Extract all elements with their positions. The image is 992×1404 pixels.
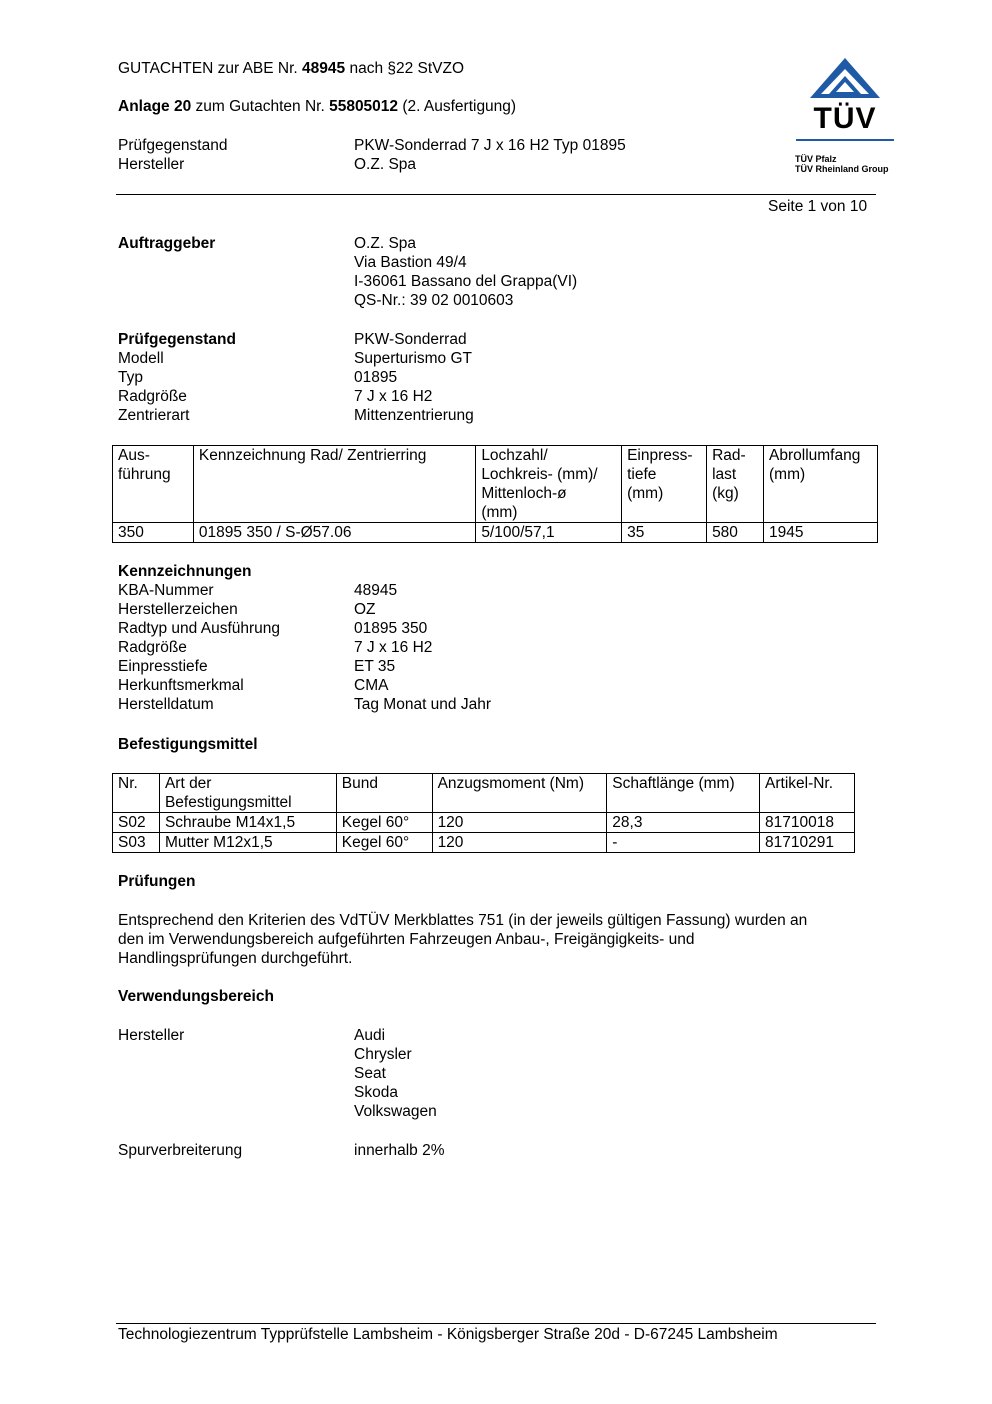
bef-cell-anzugsmoment: 120 xyxy=(432,833,607,853)
rad-cell-einpresstiefe: 35 xyxy=(622,523,707,543)
gutachten-number: 55805012 xyxy=(329,98,399,115)
header-line-2-suffix: (2. Ausfertigung) xyxy=(398,98,517,115)
modell-value: Superturismo GT xyxy=(354,350,473,367)
pruefgegenstand-value: PKW-Sonderrad xyxy=(354,331,467,348)
rad-header-text: Mittenloch-ø xyxy=(481,485,567,502)
rad-table xyxy=(112,445,878,543)
bef-cell-bund: Kegel 60° xyxy=(336,833,432,853)
footer-divider xyxy=(116,1323,876,1324)
header-divider xyxy=(116,194,876,195)
bef-cell-art: Schraube M14x1,5 xyxy=(159,813,336,833)
rad-header-text: Kennzeichnung Rad/ Zentrierring xyxy=(198,447,427,464)
kz-label-einpresstiefe: Einpresstiefe xyxy=(118,658,208,675)
rad-header-text: (mm) xyxy=(481,504,518,521)
rad-header-text: (kg) xyxy=(712,485,739,502)
bef-cell-artikel: 81710291 xyxy=(760,833,855,853)
rad-header-lochzahl xyxy=(476,446,622,523)
table-row xyxy=(113,813,855,833)
rad-cell-radlast: 580 xyxy=(707,523,764,543)
kz-label-herstelldatum: Herstelldatum xyxy=(118,696,214,713)
footer-text: Technologiezentrum Typprüfstelle Lambsheim - Königsberger Straße 20d - D-67245 Lambsheim xyxy=(118,1326,778,1343)
verwendungsbereich-title: Verwendungsbereich xyxy=(118,988,274,1005)
kz-value-herstelldatum: Tag Monat und Jahr xyxy=(354,696,492,713)
befestigung-title: Befestigungsmittel xyxy=(118,736,258,753)
zentrierart-label: Zentrierart xyxy=(118,407,190,424)
rad-header-text: tiefe xyxy=(627,466,657,483)
table-row xyxy=(113,523,878,543)
list-item: Chrysler xyxy=(354,1046,412,1063)
modell-label: Modell xyxy=(118,350,164,367)
bef-cell-art: Mutter M12x1,5 xyxy=(159,833,336,853)
zentrierart-value: Mittenzentrierung xyxy=(354,407,474,424)
anlage-number: Anlage 20 xyxy=(118,98,192,115)
list-item: Audi xyxy=(354,1027,386,1044)
rad-cell-lochzahl: 5/100/57,1 xyxy=(476,523,622,543)
bef-cell-bund: Kegel 60° xyxy=(336,813,432,833)
auftraggeber-label: Auftraggeber xyxy=(118,235,216,252)
header-line-1 xyxy=(118,59,464,78)
kennzeichnungen-title: Kennzeichnungen xyxy=(118,563,252,580)
vb-spur-label: Spurverbreiterung xyxy=(118,1142,243,1159)
tuev-brand-text: TÜV xyxy=(813,102,877,135)
bef-cell-anzugsmoment: 120 xyxy=(432,813,607,833)
kz-label-herstellerzeichen: Herstellerzeichen xyxy=(118,601,238,618)
rad-header-text: Rad- xyxy=(712,447,746,464)
rad-cell-abrollumfang: 1945 xyxy=(764,523,878,543)
list-item: Volkswagen xyxy=(354,1103,437,1120)
typ-label: Typ xyxy=(118,369,143,386)
bef-header-text: Befestigungsmittel xyxy=(164,794,292,811)
kz-value-radtyp: 01895 350 xyxy=(354,620,428,637)
kz-value-einpresstiefe: ET 35 xyxy=(354,658,396,675)
kz-value-herkunft: CMA xyxy=(354,677,389,694)
vb-spur-value: innerhalb 2% xyxy=(354,1142,445,1159)
bef-cell-artikel: 81710018 xyxy=(760,813,855,833)
kz-value-herstellerzeichen: OZ xyxy=(354,601,376,618)
rad-header-text: Aus- xyxy=(118,447,150,464)
rad-header-text: Einpress- xyxy=(627,447,693,464)
auftraggeber-line-1: O.Z. Spa xyxy=(354,235,417,252)
bef-header-anzugsmoment: Anzugsmoment (Nm) xyxy=(432,774,607,813)
rad-header-kennzeichnung xyxy=(193,446,475,523)
list-item: Seat xyxy=(354,1065,386,1082)
auftraggeber-line-3: I-36061 Bassano del Grappa(VI) xyxy=(354,273,578,290)
kz-label-herkunft: Herkunftsmerkmal xyxy=(118,677,244,694)
header-line-2-mid: zum Gutachten Nr. xyxy=(191,98,330,115)
rad-header-text: Lochzahl/ xyxy=(481,447,548,464)
header-pruef-label: Prüfgegenstand xyxy=(118,137,228,154)
header-hersteller-label: Hersteller xyxy=(118,156,185,173)
bef-header-artikel: Artikel-Nr. xyxy=(760,774,855,813)
rad-header-text: last xyxy=(712,466,737,483)
bef-cell-schaftlaenge: 28,3 xyxy=(607,813,760,833)
rad-header-einpresstiefe xyxy=(622,446,707,523)
bef-header-schaftlaenge: Schaftlänge (mm) xyxy=(607,774,760,813)
rad-table-header-row xyxy=(113,446,878,523)
typ-value: 01895 xyxy=(354,369,398,386)
bef-cell-schaftlaenge: - xyxy=(607,833,760,853)
header-line-2 xyxy=(118,97,516,116)
pruefungen-line-1: Entsprechend den Kriterien des VdTÜV Merkblattes 751 (in der jeweils gültigen Fassung) wurden an xyxy=(118,912,808,929)
radgroesse-value: 7 J x 16 H2 xyxy=(354,388,433,405)
rad-cell-kennzeichnung: 01895 350 / S-Ø57.06 xyxy=(193,523,475,543)
rad-header-text: (mm) xyxy=(769,466,806,483)
rad-header-text: Lochkreis- (mm)/ xyxy=(481,466,598,483)
kz-label-radgroesse: Radgröße xyxy=(118,639,187,656)
abe-number: 48945 xyxy=(302,60,346,77)
rad-header-text: Abrollumfang xyxy=(769,447,861,464)
pruefgegenstand-label: Prüfgegenstand xyxy=(118,331,236,348)
auftraggeber-line-4: QS-Nr.: 39 02 0010603 xyxy=(354,292,514,309)
bef-header-art xyxy=(159,774,336,813)
rad-cell-ausfuehrung: 350 xyxy=(113,523,194,543)
vb-hersteller-label: Hersteller xyxy=(118,1027,185,1044)
rad-header-text: führung xyxy=(118,466,171,483)
rad-header-text: (mm) xyxy=(627,485,664,502)
header-line-1-prefix: GUTACHTEN zur ABE Nr. xyxy=(118,60,303,77)
kz-value-kba: 48945 xyxy=(354,582,398,599)
tuev-logo xyxy=(794,56,896,180)
auftraggeber-line-2: Via Bastion 49/4 xyxy=(354,254,467,271)
kz-label-radtyp: Radtyp und Ausführung xyxy=(118,620,281,637)
befestigung-table xyxy=(112,773,855,853)
header-line-1-suffix: nach §22 StVZO xyxy=(345,60,465,77)
befestigung-header-row xyxy=(113,774,855,813)
pruefungen-title: Prüfungen xyxy=(118,873,196,890)
kz-label-kba: KBA-Nummer xyxy=(118,582,214,599)
table-row xyxy=(113,833,855,853)
header-hersteller-value: O.Z. Spa xyxy=(354,156,417,173)
bef-header-nr: Nr. xyxy=(113,774,160,813)
bef-header-text: Art der xyxy=(164,775,212,792)
kz-value-radgroesse: 7 J x 16 H2 xyxy=(354,639,433,656)
tuev-sub-2: TÜV Rheinland Group xyxy=(795,164,889,174)
bef-cell-nr: S02 xyxy=(113,813,160,833)
list-item: Skoda xyxy=(354,1084,398,1101)
rad-header-radlast xyxy=(707,446,764,523)
header-pruef-value: PKW-Sonderrad 7 J x 16 H2 Typ 01895 xyxy=(354,137,626,154)
tuev-sub-1: TÜV Pfalz xyxy=(795,154,837,164)
radgroesse-label: Radgröße xyxy=(118,388,187,405)
bef-header-bund: Bund xyxy=(336,774,432,813)
pruefungen-line-2: den im Verwendungsbereich aufgeführten Fahrzeugen Anbau-, Freigängigkeits- und xyxy=(118,931,695,948)
pruefungen-line-3: Handlingsprüfungen durchgeführt. xyxy=(118,950,353,967)
rad-header-ausfuehrung xyxy=(113,446,194,523)
page-info: Seite 1 von 10 xyxy=(768,198,868,215)
rad-header-abrollumfang xyxy=(764,446,878,523)
bef-cell-nr: S03 xyxy=(113,833,160,853)
